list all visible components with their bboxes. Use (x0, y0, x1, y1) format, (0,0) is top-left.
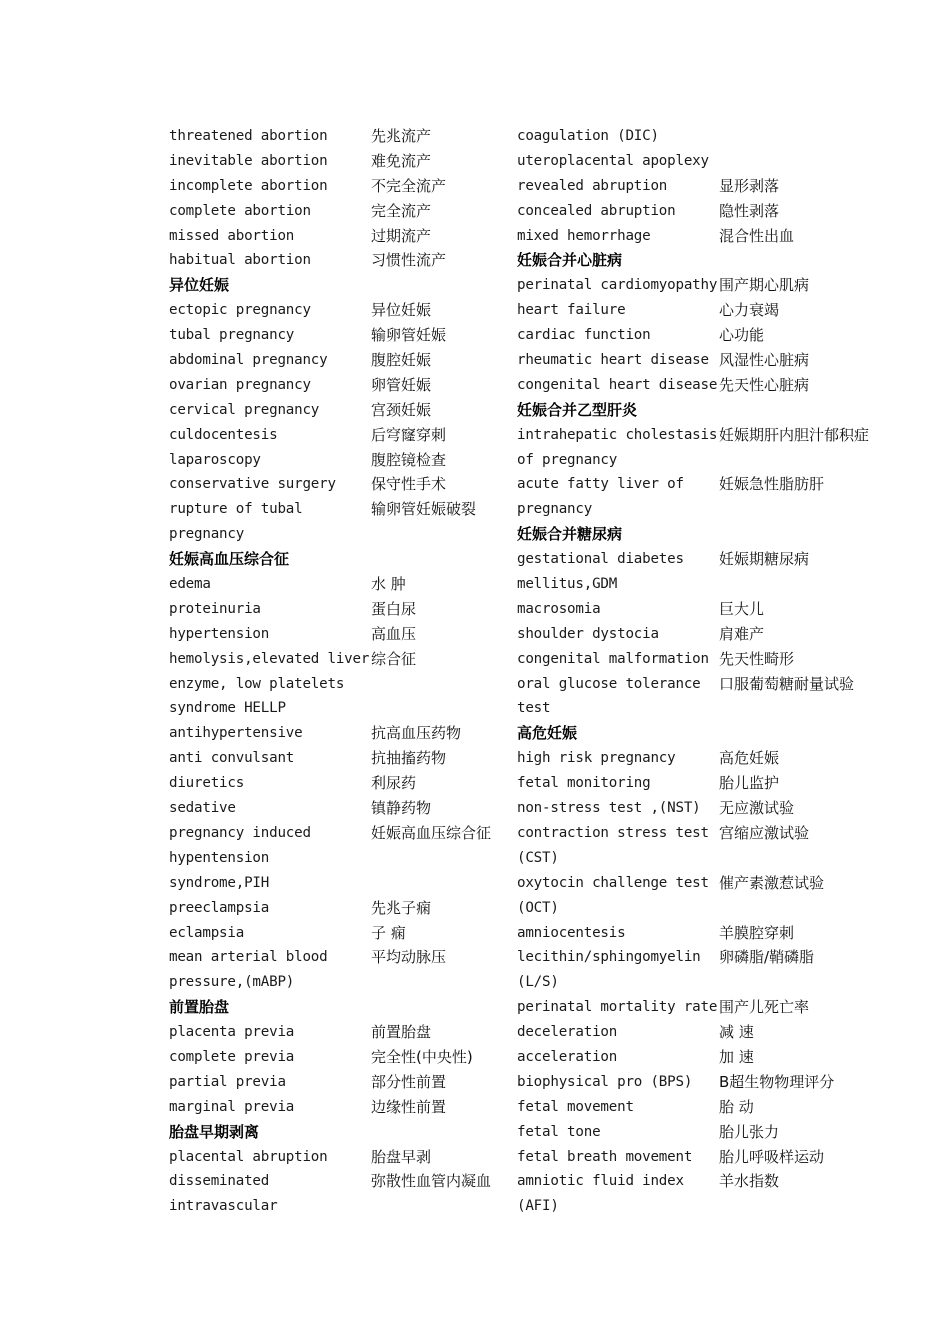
english-term: abdominal pregnancy (169, 352, 328, 369)
english-term: coagulation (DIC) (517, 128, 659, 144)
term-row (517, 672, 917, 697)
english-term: biophysical pro (BPS) (517, 1073, 693, 1090)
chinese-term: 胎儿张力 (719, 1122, 780, 1141)
chinese-term: 腹腔妊娠 (371, 351, 432, 370)
english-term: fetal movement (517, 1098, 634, 1115)
english-term: high risk pregnancy (517, 750, 676, 767)
chinese-term: 综合征 (371, 649, 417, 668)
term-row (169, 348, 509, 373)
chinese-term: 心功能 (719, 326, 765, 345)
english-term: fetal tone (517, 1123, 601, 1140)
term-row (517, 224, 917, 249)
term-row (169, 647, 509, 672)
english-term: threatened abortion (169, 128, 328, 144)
right-column (517, 124, 917, 1219)
chinese-term: 前置胎盘 (371, 1023, 432, 1042)
english-term: of pregnancy (517, 451, 618, 468)
chinese-term: 肩难产 (719, 624, 765, 643)
english-term: (CST) (517, 849, 559, 866)
term-row (517, 995, 917, 1020)
term-row (169, 1194, 509, 1219)
english-term: marginal previa (169, 1098, 295, 1115)
english-term: test (517, 700, 551, 717)
term-row (517, 547, 917, 572)
english-term: oxytocin challenge test (517, 874, 709, 891)
chinese-term: 完全流产 (371, 201, 432, 220)
term-row (517, 597, 917, 622)
term-row (517, 199, 917, 224)
term-row (517, 970, 917, 995)
term-row (517, 1045, 917, 1070)
english-term: partial previa (169, 1073, 286, 1090)
chinese-term: 抗高血压药物 (371, 724, 462, 743)
chinese-term: 输卵管妊娠破裂 (371, 500, 477, 519)
chinese-term: 弥散性血管内凝血 (371, 1172, 492, 1191)
english-term: hypentension (169, 849, 270, 866)
english-term: (L/S) (517, 974, 559, 991)
chinese-term: 利尿药 (371, 774, 417, 793)
english-term: pressure,(mABP) (169, 974, 295, 991)
chinese-term: 抗抽搐药物 (371, 749, 447, 768)
term-row (169, 373, 509, 398)
term-row (517, 746, 917, 771)
term-row (517, 323, 917, 348)
term-row (517, 1095, 917, 1120)
english-term: sedative (169, 800, 236, 817)
term-row (169, 1169, 509, 1194)
term-row (517, 174, 917, 199)
section-heading: 妊娠合并糖尿病 (517, 525, 623, 544)
term-row (517, 497, 917, 522)
chinese-term: 习惯性流产 (371, 251, 447, 270)
section-heading-row (517, 522, 917, 547)
english-term: laparoscopy (169, 451, 261, 468)
chinese-term: 围产儿死亡率 (719, 998, 810, 1017)
term-row (517, 273, 917, 298)
english-term: habitual abortion (169, 252, 311, 269)
chinese-term: 蛋白尿 (371, 599, 417, 618)
english-term: perinatal mortality rate (517, 999, 718, 1016)
term-row (169, 1020, 509, 1045)
chinese-term: 腹腔镜检查 (371, 450, 447, 469)
chinese-term: 先天性畸形 (719, 649, 795, 668)
term-row (169, 970, 509, 995)
section-heading: 妊娠合并乙型肝炎 (517, 400, 638, 419)
chinese-term: 卵管妊娠 (371, 375, 432, 394)
chinese-term: 减 速 (719, 1023, 754, 1042)
english-term: perinatal cardiomyopathy (517, 277, 718, 294)
english-term: syndrome HELLP (169, 700, 286, 717)
term-row (169, 423, 509, 448)
term-row (169, 821, 509, 846)
english-term: ectopic pregnancy (169, 302, 311, 319)
left-column (169, 124, 509, 1219)
term-row (517, 647, 917, 672)
term-row (169, 174, 509, 199)
section-heading-row (169, 1120, 509, 1145)
term-row (169, 298, 509, 323)
english-term: amniotic fluid index (517, 1173, 684, 1190)
term-row (517, 572, 917, 597)
english-term: non-stress test ,(NST) (517, 800, 701, 817)
english-term: missed abortion (169, 227, 295, 244)
english-term: conservative surgery (169, 476, 336, 493)
term-row (169, 124, 509, 149)
term-row (169, 1145, 509, 1170)
english-term: complete previa (169, 1048, 295, 1065)
section-heading-row (517, 721, 917, 746)
chinese-term: 胎儿呼吸样运动 (719, 1147, 825, 1166)
english-term: culdocentesis (169, 426, 278, 443)
term-row (169, 522, 509, 547)
section-heading-row (169, 995, 509, 1020)
term-row (169, 199, 509, 224)
chinese-term: 镇静药物 (371, 799, 432, 818)
term-row (169, 323, 509, 348)
chinese-term: 部分性前置 (371, 1072, 447, 1091)
term-row (169, 896, 509, 921)
english-term: preeclampsia (169, 899, 270, 916)
section-heading: 妊娠高血压综合征 (169, 550, 290, 569)
english-term: mean arterial blood (169, 949, 328, 966)
term-row (517, 871, 917, 896)
english-term: incomplete abortion (169, 177, 328, 194)
english-term: edema (169, 576, 211, 593)
chinese-term: 胎盘早剥 (371, 1147, 432, 1166)
english-term: revealed abruption (517, 177, 668, 194)
term-row (169, 398, 509, 423)
english-term: concealed abruption (517, 202, 676, 219)
term-row (169, 1045, 509, 1070)
term-row (517, 821, 917, 846)
chinese-term: 不完全流产 (371, 176, 447, 195)
term-row (169, 672, 509, 697)
english-term: cervical pregnancy (169, 401, 320, 418)
chinese-term: 显形剥落 (719, 176, 780, 195)
english-term: (OCT) (517, 899, 559, 916)
section-heading: 异位妊娠 (169, 276, 230, 295)
term-row (169, 846, 509, 871)
english-term: proteinuria (169, 600, 261, 617)
english-term: amniocentesis (517, 924, 626, 941)
term-row (517, 696, 917, 721)
english-term: mellitus,GDM (517, 576, 618, 593)
term-row (169, 1095, 509, 1120)
term-row (169, 597, 509, 622)
chinese-term: 过期流产 (371, 226, 432, 245)
english-term: acceleration (517, 1048, 618, 1065)
chinese-term: 混合性出血 (719, 226, 795, 245)
term-row (169, 746, 509, 771)
english-term: eclampsia (169, 924, 245, 941)
term-row (169, 945, 509, 970)
chinese-term: 高血压 (371, 624, 417, 643)
section-heading: 高危妊娠 (517, 724, 578, 743)
term-row (169, 771, 509, 796)
chinese-term: 口服葡萄糖耐量试验 (719, 674, 855, 693)
english-term: intravascular (169, 1198, 278, 1215)
english-term: contraction stress test (517, 824, 709, 841)
english-term: mixed hemorrhage (517, 227, 651, 244)
english-term: lecithin/sphingomyelin (517, 949, 701, 966)
english-term: tubal pregnancy (169, 327, 295, 344)
term-row (517, 472, 917, 497)
chinese-term: 高危妊娠 (719, 749, 780, 768)
chinese-term: 围产期心肌病 (719, 276, 810, 295)
term-row (517, 448, 917, 473)
english-term: complete abortion (169, 202, 311, 219)
section-heading-row (517, 248, 917, 273)
english-term: fetal breath movement (517, 1148, 693, 1165)
term-row (517, 373, 917, 398)
english-term: hemolysis,elevated liver (169, 650, 370, 667)
english-term: deceleration (517, 1024, 618, 1041)
english-term: gestational diabetes (517, 551, 684, 568)
term-row (517, 921, 917, 946)
term-row (517, 771, 917, 796)
term-row (517, 348, 917, 373)
chinese-term: 心力衰竭 (719, 301, 780, 320)
english-term: (AFI) (517, 1198, 559, 1215)
english-term: pregnancy (169, 526, 245, 543)
chinese-term: 保守性手术 (371, 475, 447, 494)
chinese-term: 先兆流产 (371, 127, 432, 145)
english-term: congenital heart disease (517, 376, 718, 393)
english-term: diuretics (169, 775, 245, 792)
chinese-term: 加 速 (719, 1047, 754, 1066)
term-row (169, 472, 509, 497)
chinese-term: B超生物物理评分 (719, 1072, 835, 1091)
section-heading: 前置胎盘 (169, 998, 230, 1017)
english-term: placental abruption (169, 1148, 328, 1165)
chinese-term: 妊娠期肝内胆汁郁积症 (719, 425, 870, 444)
english-term: ovarian pregnancy (169, 376, 311, 393)
chinese-term: 卵磷脂/鞘磷脂 (719, 948, 815, 967)
term-row (169, 448, 509, 473)
english-term: syndrome,PIH (169, 874, 270, 891)
chinese-term: 羊水指数 (719, 1172, 780, 1191)
term-row (517, 149, 917, 174)
term-row (169, 248, 509, 273)
chinese-term: 妊娠高血压综合征 (371, 823, 492, 842)
english-term: congenital malformation (517, 650, 709, 667)
english-term: shoulder dystocia (517, 625, 659, 642)
chinese-term: 羊膜腔穿刺 (719, 923, 795, 942)
chinese-term: 先兆子痫 (371, 898, 432, 917)
term-row (517, 896, 917, 921)
chinese-term: 妊娠急性脂肪肝 (719, 475, 825, 494)
term-row (169, 796, 509, 821)
english-term: intrahepatic cholestasis (517, 426, 718, 443)
chinese-term: 子 痫 (371, 923, 406, 942)
term-row (517, 945, 917, 970)
term-row (169, 622, 509, 647)
chinese-term: 胎儿监护 (719, 774, 780, 793)
term-row (517, 1120, 917, 1145)
english-term: macrosomia (517, 600, 601, 617)
english-term: anti convulsant (169, 750, 295, 767)
chinese-term: 输卵管妊娠 (371, 326, 447, 345)
term-row (517, 1169, 917, 1194)
english-term: fetal monitoring (517, 775, 651, 792)
chinese-term: 隐性剥落 (719, 201, 780, 220)
term-row (169, 497, 509, 522)
chinese-term: 异位妊娠 (371, 301, 432, 320)
chinese-term: 平均动脉压 (371, 948, 447, 967)
english-term: hypertension (169, 625, 270, 642)
term-row (517, 622, 917, 647)
term-row (517, 298, 917, 323)
english-term: cardiac function (517, 327, 651, 344)
english-term: rupture of tubal (169, 501, 303, 518)
term-row (169, 921, 509, 946)
english-term: inevitable abortion (169, 152, 328, 169)
chinese-term: 后穹窿穿刺 (371, 425, 447, 444)
chinese-term: 宫颈妊娠 (371, 400, 432, 419)
chinese-term: 妊娠期糖尿病 (719, 550, 810, 569)
chinese-term: 难免流产 (371, 151, 432, 170)
term-row (517, 846, 917, 871)
term-row (169, 871, 509, 896)
english-term: enzyme, low platelets (169, 675, 345, 692)
chinese-term: 水 肿 (371, 575, 406, 594)
chinese-term: 催产素激惹试验 (719, 873, 825, 892)
chinese-term: 宫缩应激试验 (719, 823, 810, 842)
section-heading-row (169, 273, 509, 298)
english-term: acute fatty liver of (517, 476, 684, 493)
section-heading: 妊娠合并心脏病 (517, 251, 623, 270)
english-term: oral glucose tolerance (517, 675, 701, 692)
term-row (169, 572, 509, 597)
english-term: rheumatic heart disease (517, 352, 709, 369)
chinese-term: 巨大儿 (719, 599, 765, 618)
chinese-term: 边缘性前置 (371, 1097, 447, 1116)
english-term: disseminated (169, 1173, 270, 1190)
english-term: uteroplacental apoplexy (517, 152, 709, 169)
term-row (517, 1145, 917, 1170)
english-term: pregnancy (517, 501, 593, 518)
chinese-term: 风湿性心脏病 (719, 351, 810, 370)
chinese-term: 无应激试验 (719, 799, 795, 818)
term-row (517, 796, 917, 821)
term-row (169, 1070, 509, 1095)
chinese-term: 先天性心脏病 (719, 375, 810, 394)
term-row (517, 124, 917, 149)
chinese-term: 完全性(中央性) (371, 1047, 473, 1066)
term-row (517, 1070, 917, 1095)
term-row (169, 721, 509, 746)
term-row (169, 149, 509, 174)
section-heading: 胎盘早期剥离 (169, 1122, 260, 1141)
section-heading-row (169, 547, 509, 572)
section-heading-row (517, 398, 917, 423)
term-row (169, 696, 509, 721)
chinese-term: 胎 动 (719, 1097, 754, 1116)
english-term: antihypertensive (169, 725, 303, 742)
term-row (517, 423, 917, 448)
term-row (517, 1020, 917, 1045)
english-term: pregnancy induced (169, 824, 311, 841)
term-row (169, 224, 509, 249)
term-row (517, 1194, 917, 1219)
english-term: heart failure (517, 302, 626, 319)
english-term: placenta previa (169, 1024, 295, 1041)
